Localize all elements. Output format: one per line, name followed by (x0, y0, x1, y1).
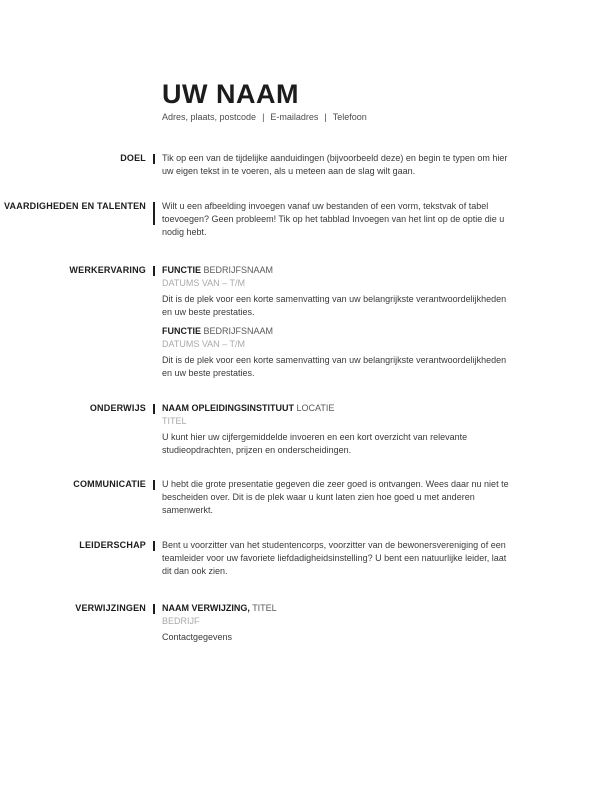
email-placeholder[interactable]: E-mailadres (270, 112, 319, 122)
dates-placeholder[interactable]: DATUMS VAN – T/M (162, 339, 246, 349)
company-placeholder[interactable]: BEDRIJFSNAAM (203, 265, 274, 275)
resume-header (0, 0, 616, 123)
dates-placeholder[interactable]: DATUMS VAN – T/M (162, 278, 246, 288)
location-placeholder[interactable]: LOCATIE (296, 403, 335, 413)
name-placeholder[interactable]: UW NAAM (162, 79, 299, 109)
job-entry (162, 325, 518, 380)
label-divider (153, 154, 155, 164)
leiderschap-text-placeholder[interactable]: Bent u voorzitter van het studentencorps, voorzitter van de bewonersvereniging of een teamleider voor uw favoriete liefdadigheidsinstelling? U bent een natuurlijke leider, laat dit dan ook zien. (162, 540, 507, 576)
section-werkervaring (0, 264, 616, 380)
job-entry (162, 264, 518, 319)
contact-line (162, 112, 616, 123)
section-label-communicatie: COMMUNICATIE (73, 479, 146, 489)
phone-placeholder[interactable]: Telefoon (332, 112, 367, 122)
contact-separator: | (324, 112, 327, 122)
section-vaardigheden (0, 200, 616, 239)
label-divider (153, 541, 155, 551)
communicatie-text-placeholder[interactable]: U hebt die grote presentatie gegeven die zeer goed is ontvangen. Wees daar nu niet te bescheiden over. Dit is de plek waar u kunt laten zien hoe goed u met anderen samenwerkt. (162, 479, 509, 515)
contact-separator: | (262, 112, 265, 122)
degree-placeholder[interactable]: TITEL (162, 416, 187, 426)
section-label-doel: DOEL (120, 153, 146, 163)
resume-body (0, 152, 616, 644)
section-label-werkervaring: WERKERVARING (69, 265, 146, 275)
job-summary-placeholder[interactable]: Dit is de plek voor een korte samenvatting van uw belangrijkste verantwoordelijkheden en uw beste prestaties. (162, 355, 507, 378)
reference-company-placeholder[interactable]: BEDRIJF (162, 616, 200, 626)
reference-contact-placeholder[interactable]: Contactgegevens (162, 632, 233, 642)
section-label-onderwijs: ONDERWIJS (89, 403, 146, 413)
education-entry (162, 402, 518, 457)
job-summary-placeholder[interactable]: Dit is de plek voor een korte samenvatting van uw belangrijkste verantwoordelijkheden en uw beste prestaties. (162, 294, 507, 317)
company-placeholder[interactable]: BEDRIJFSNAAM (203, 326, 274, 336)
doel-text-placeholder[interactable]: Tik op een van de tijdelijke aanduidingen (bijvoorbeeld deze) en begin te typen om hier uw eigen tekst in te voeren, als u meteen aan de slag wilt gaan. (162, 153, 508, 176)
section-doel (0, 152, 616, 178)
vaardigheden-text-placeholder[interactable]: Wilt u een afbeelding invoegen vanaf uw bestanden of een vorm, tekstvak of tabel toevoegen? Geen probleem! Tik op het tabblad Invoegen van het lint op de optie die u nodig hebt. (162, 201, 505, 237)
address-placeholder[interactable]: Adres, plaats, postcode (162, 112, 257, 122)
reference-entry (162, 602, 518, 644)
label-divider (153, 202, 155, 225)
school-placeholder[interactable]: NAAM OPLEIDINGSINSTITUUT (162, 403, 294, 413)
section-label-verwijzingen: VERWIJZINGEN (75, 603, 146, 613)
section-label-vaardigheden: VAARDIGHEDEN EN TALENTEN (4, 201, 146, 211)
label-divider (153, 480, 155, 490)
education-summary-placeholder[interactable]: U kunt hier uw cijfergemiddelde invoeren en een kort overzicht van relevante studieopdrachten, prijzen en onderscheidingen. (162, 432, 468, 455)
label-divider (153, 604, 155, 614)
reference-title-placeholder[interactable]: TITEL (252, 603, 277, 613)
section-verwijzingen (0, 602, 616, 644)
section-communicatie (0, 478, 616, 517)
section-leiderschap (0, 539, 616, 578)
reference-name-placeholder[interactable]: NAAM VERWIJZING, (162, 603, 250, 613)
label-divider (153, 404, 155, 414)
label-divider (153, 266, 155, 276)
job-title-placeholder[interactable]: FUNCTIE (162, 265, 201, 275)
section-onderwijs (0, 402, 616, 457)
job-title-placeholder[interactable]: FUNCTIE (162, 326, 201, 336)
section-label-leiderschap: LEIDERSCHAP (79, 540, 146, 550)
